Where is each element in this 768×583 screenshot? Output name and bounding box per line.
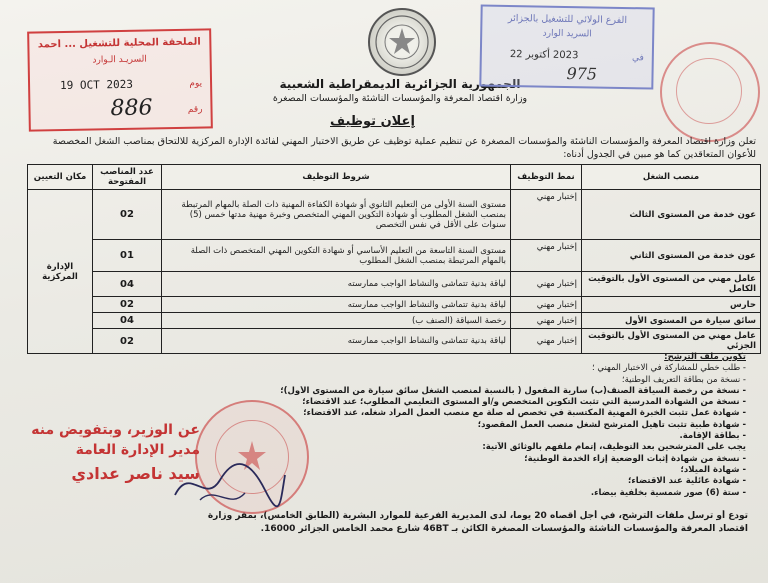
receipt-stamp-right — [479, 4, 654, 89]
mode-cell: إختبار مهني — [511, 329, 582, 354]
table-row — [28, 272, 761, 297]
stamp-left-date: 19 OCT 2023 — [59, 77, 134, 93]
submission-line-1: تودع أو ترسل ملفات الترشح، في أجل أقصاه 20 يوما، لدى المديرية الفرعية للموارد البشرية (الطابق الخامس)، بمقر وزارة — [207, 511, 748, 521]
submission-line-2: اقتصاد المعرفة والمؤسسات الناشئة والمؤسسات المصغرة الكائن بـ 46BT شارع محمد الخامس الجزائر 16000. — [260, 524, 748, 534]
count-cell: 02 — [93, 190, 162, 240]
stamp-right-date-label: في — [631, 53, 644, 64]
stamp-left-day-label: يوم — [189, 78, 203, 89]
col-mode: نمط التوظيف — [511, 165, 582, 190]
post-hiring-item: - شهادة عائلية عند الاقتضاء؛ — [628, 476, 746, 487]
conditions-cell: لياقة بدنية تتماشى والنشاط الواجب ممارسته — [162, 297, 511, 313]
mode-cell: إختبار مهني — [511, 313, 582, 329]
round-seal-top-right — [660, 42, 760, 142]
stamp-right-line1: الفرع الولائي للتشغيل بالجزائر — [507, 12, 628, 27]
stamp-left-line1: الملحقة المحلية للتشغيل ... أحمد — [37, 36, 201, 51]
requirements-heading: تكوين ملف الترشح: — [664, 352, 746, 362]
count-cell: 01 — [93, 240, 162, 272]
post-cell: عامل مهني من المستوى الأول بالتوقيت الكامل — [582, 272, 761, 297]
requirement-item: - شهادة عمل تثبت الخبرة المهنية المكتسبة في تخصص له صلة مع منصب العمل المراد شغله، عند الاقتضاء؛ — [303, 408, 746, 419]
stamp-right-line2: السريد الوارد — [542, 28, 592, 40]
positions-table — [27, 164, 761, 354]
requirement-item: - شهادة طبية تثبت تأهيل المترشح لشغل منصب العمل المقصود؛ — [477, 419, 746, 430]
signature-line-2: مدير الإدارة العامة — [75, 442, 200, 458]
mode-cell: إختبار مهني — [511, 240, 582, 272]
announcement-title: إعلان توظيف — [330, 114, 415, 129]
conditions-cell: رخصة السياقة (الصنف ب) — [162, 313, 511, 329]
mode-cell: إختبار مهني — [511, 297, 582, 313]
count-cell: 02 — [93, 329, 162, 354]
table-row — [28, 313, 761, 329]
table-row — [28, 297, 761, 313]
receipt-stamp-left — [27, 28, 213, 131]
post-hiring-item: - شهادة الميلاد؛ — [680, 464, 746, 475]
post-cell: سائق سيارة من المستوى الأول — [582, 313, 761, 329]
table-row — [28, 190, 761, 240]
ministry-name: وزارة اقتصاد المعرفة والمؤسسات الناشئة والمؤسسات المصغرة — [272, 93, 528, 104]
conditions-cell: لياقة بدنية تتماشى والنشاط الواجب ممارسته — [162, 329, 511, 354]
submission-note — [8, 510, 748, 536]
mode-cell: إختبار مهني — [511, 272, 582, 297]
requirement-item: - نسخة من الشهادة المدرسية التي تثبت التكوين المتخصص و/أو المستوى التعليمي المطلوب؛ عند الاقتضاء؛ — [302, 397, 746, 408]
table-header-row — [28, 165, 761, 190]
post-hiring-item: - ستة (6) صور شمسية بخلفية بيضاء. — [590, 487, 746, 498]
count-cell: 02 — [93, 297, 162, 313]
republic-name: الجمهورية الجزائرية الديمقراطية الشعبية — [279, 77, 521, 91]
stamp-left-number-label: رقم — [187, 104, 203, 115]
requirement-item: - بطاقة الإقامة. — [679, 431, 746, 442]
stamp-right-number: 975 — [566, 63, 598, 84]
signature-line-1: عن الوزير، وبتفويض منه — [31, 422, 200, 438]
count-cell: 04 — [93, 272, 162, 297]
post-cell: عامل مهني من المستوى الأول بالتوقيت الجزئي — [582, 329, 761, 354]
col-post: منصب الشغل — [582, 165, 761, 190]
table-row — [28, 240, 761, 272]
stamp-right-date: 2023 أكتوبر 22 — [509, 49, 579, 62]
post-cell: عون خدمة من المستوى الثالث — [582, 190, 761, 240]
requirement-item: - طلب خطي للمشاركة في الاختبار المهني ؛ — [592, 363, 746, 374]
post-cell: عون خدمة من المستوى الثاني — [582, 240, 761, 272]
location-cell: الإدارة المركزية — [28, 190, 93, 354]
col-location: مكان التعيين — [28, 165, 93, 190]
handwritten-signature — [170, 455, 290, 515]
conditions-cell: لياقة بدنية تتماشى والنشاط الواجب ممارسته — [162, 272, 511, 297]
post-cell: حارس — [582, 297, 761, 313]
intro-paragraph: تعلن وزارة اقتصاد المعرفة والمؤسسات الناشئة والمؤسسات المصغرة عن تنظيم عملية توظيف عن طريق الاختبار المهني لفائدة الإدارة المركزية للالتحاق بمناصب الشغل المخصصة للأعوان المتعاقدين كما هو مبين في الجدول أدناه: — [52, 136, 756, 160]
col-count: عدد المناصب المفتوحة — [93, 165, 162, 190]
signature-line-3: سيد ناصر عدادي — [71, 464, 200, 483]
stamp-left-number: 886 — [110, 95, 153, 122]
requirement-item: - نسخة من بطاقة التعريف الوطنية؛ — [621, 374, 746, 385]
post-hiring-item: - نسخة من شهادة إثبات الوضعية إزاء الخدمة الوطنية؛ — [524, 453, 746, 464]
mode-cell: إختبار مهني — [511, 190, 582, 240]
conditions-cell: مستوى السنة الأولى من التعليم الثانوي أو شهادة الكفاءة المهنية ذات الصلة بالمهام المرتبطة بمنصب الشغل المطلوب أو شهادة التكوين المهني المتخصص وخبرة مهنية مدتها خمس (5) سنوات على الأقل في نفس التخصص — [162, 190, 511, 240]
requirement-item: - نسخة من رخصة السياقة الصنف(ب) سارية المفعول ( بالنسبة لمنصب الشغل سائق سيارة من المستوى الأول)؛ — [280, 385, 746, 396]
stamp-left-line2: السريـد الـوارد — [92, 54, 147, 66]
post-hiring-heading: يجب على المترشحين بعد التوظيف، إتمام ملفهم بالوثائق الآتية: — [482, 442, 746, 453]
conditions-cell: مستوى السنة التاسعة من التعليم الأساسي أو شهادة التكوين المهني المتخصص ذات الصلة بالمهام المرتبطة بمنصب الشغل المطلوب — [162, 240, 511, 272]
count-cell: 04 — [93, 313, 162, 329]
table-row — [28, 329, 761, 354]
national-emblem — [368, 8, 436, 76]
col-conditions: شروط التوظيف — [162, 165, 511, 190]
